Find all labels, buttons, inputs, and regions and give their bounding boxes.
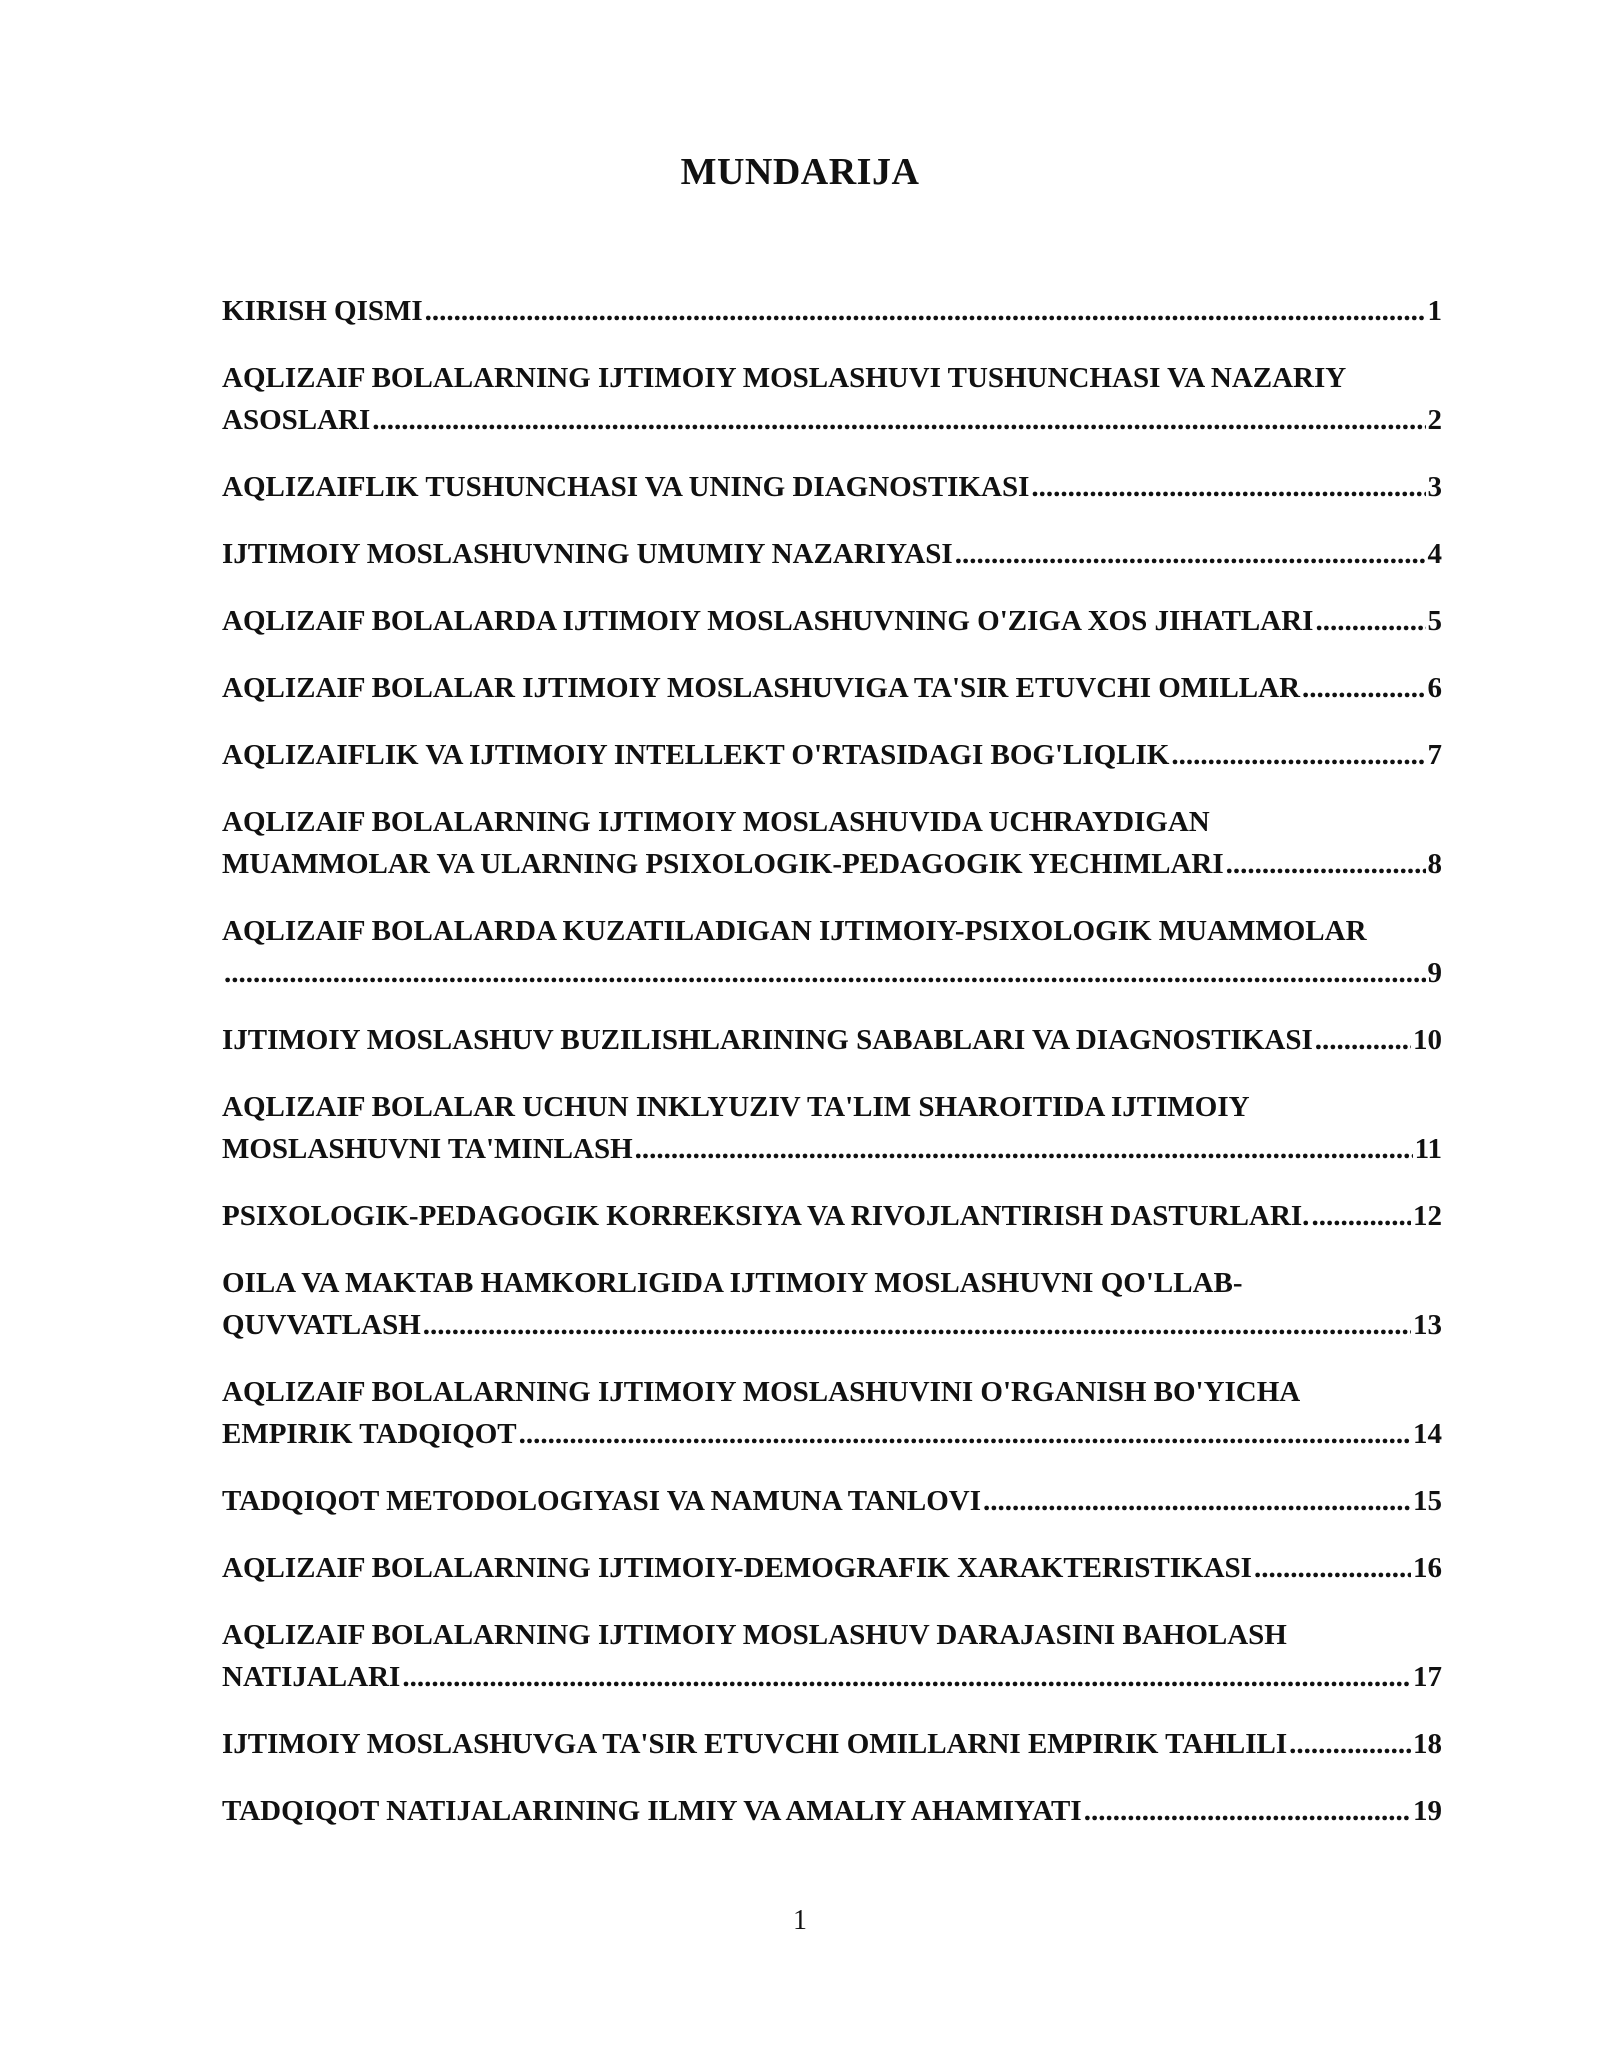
toc-page-number: 4 [1427,538,1442,570]
toc-page-number: 16 [1413,1552,1442,1584]
toc-entry[interactable] [222,734,1442,776]
toc-entry-title: TADQIQOT NATIJALARINING ILMIY VA AMALIY AHAMIYATI [222,1795,1082,1827]
toc-entry-title: QUVVATLASH [222,1309,421,1341]
toc-entry-title: IJTIMOIY MOSLASHUVGA TA'SIR ETUVCHI OMILLARNI EMPIRIK TAHLILI [222,1728,1288,1760]
toc-page-number: 9 [1427,957,1442,989]
dot-leader [955,533,1426,575]
toc-entry-title: AQLIZAIF BOLALARNING IJTIMOIY MOSLASHUVINI O'RGANISH BO'YICHA [222,1376,1301,1408]
toc-entry[interactable] [222,1371,1442,1455]
toc-page-number: 17 [1413,1661,1442,1693]
toc-entry-line [222,952,1442,994]
toc-page-number: 1 [1427,295,1442,327]
toc-entry-title: AQLIZAIFLIK TUSHUNCHASI VA UNING DIAGNOSTIKASI [222,471,1030,503]
dot-leader [372,399,1425,441]
toc-page-number: 6 [1427,672,1442,704]
page-number: 1 [793,1905,807,1936]
dot-leader [519,1413,1411,1455]
toc-entry-line [222,466,1442,508]
toc-entry-title: AQLIZAIF BOLALARNING IJTIMOIY MOSLASHUVI TUSHUNCHASI VA NAZARIY [222,362,1347,394]
toc-page-number: 10 [1413,1024,1442,1056]
toc-page-number: 3 [1427,471,1442,503]
dot-leader [1302,667,1425,709]
toc-entry-title: IJTIMOIY MOSLASHUV BUZILISHLARINING SABABLARI VA DIAGNOSTIKASI [222,1024,1313,1056]
toc-page-number: 5 [1427,605,1442,637]
toc-entry-line [222,357,1442,399]
toc-entry-title: AQLIZAIF BOLALAR IJTIMOIY MOSLASHUVIGA TA'SIR ETUVCHI OMILLAR [222,672,1301,704]
dot-leader [1171,734,1425,776]
toc-page-number: 14 [1413,1418,1442,1450]
toc-entry-line [222,1413,1442,1455]
toc-entry[interactable] [222,910,1442,994]
dot-leader [1315,1019,1411,1061]
dot-leader [1311,1195,1411,1237]
dot-leader [983,1480,1411,1522]
dot-leader [1031,466,1425,508]
toc-entry-title: MOSLASHUVNI TA'MINLASH [222,1133,633,1165]
toc-page-number: 15 [1413,1485,1442,1517]
toc-entry-line [222,734,1442,776]
toc-entry-line [222,1195,1442,1237]
toc-entry-title: PSIXOLOGIK-PEDAGOGIK KORREKSIYA VA RIVOJLANTIRISH DASTURLARI. [222,1200,1310,1232]
toc-entry-title: OILA VA MAKTAB HAMKORLIGIDA IJTIMOIY MOSLASHUVNI QO'LLAB- [222,1267,1243,1299]
toc-entry[interactable] [222,533,1442,575]
toc-entry-title: AQLIZAIF BOLALARNING IJTIMOIY MOSLASHUVIDA UCHRAYDIGAN [222,806,1210,838]
toc-entry-line [222,1614,1442,1656]
toc-entry-line [222,1128,1442,1170]
toc-entry-line [222,290,1442,332]
toc-entry-line [222,1480,1442,1522]
toc-entry[interactable] [222,290,1442,332]
toc-page-number: 11 [1414,1133,1442,1165]
dot-leader [1254,1547,1411,1589]
toc-entry-line [222,1304,1442,1346]
dot-leader [402,1656,1411,1698]
toc-entry-line [222,600,1442,642]
toc-entry-line [222,1019,1442,1061]
toc-page-number: 13 [1413,1309,1442,1341]
toc-entry-title: AQLIZAIF BOLALAR UCHUN INKLYUZIV TA'LIM SHAROITIDA IJTIMOIY [222,1091,1250,1123]
dot-leader [1315,600,1425,642]
toc-entry-title: ASOSLARI [222,404,371,436]
toc-entry-title: NATIJALARI [222,1661,401,1693]
toc-entry[interactable] [222,1195,1442,1237]
toc-page-number: 8 [1427,848,1442,880]
toc-entry-line [222,533,1442,575]
toc-entry-title: MUAMMOLAR VA ULARNING PSIXOLOGIK-PEDAGOGIK YECHIMLARI [222,848,1224,880]
toc-entry-line [222,399,1442,441]
toc-page-number: 2 [1427,404,1442,436]
toc-entry-title: EMPIRIK TADQIQOT [222,1418,517,1450]
toc-entry-line [222,1086,1442,1128]
toc-entry-line [222,1790,1442,1832]
toc-entry-line [222,1262,1442,1304]
toc-entry-line [222,667,1442,709]
toc-entry[interactable] [222,1262,1442,1346]
toc-entry-title: AQLIZAIF BOLALARNING IJTIMOIY MOSLASHUV DARAJASINI BAHOLASH [222,1619,1287,1651]
toc-entry-title: AQLIZAIF BOLALARDA KUZATILADIGAN IJTIMOIY-PSIXOLOGIK MUAMMOLAR [222,915,1367,947]
toc-entry-line [222,1547,1442,1589]
toc-entry[interactable] [222,357,1442,441]
toc-page-number: 19 [1413,1795,1442,1827]
page-title: MUNDARIJA [680,151,920,193]
dot-leader [1289,1723,1411,1765]
toc-entry-line [222,910,1442,952]
toc-entry[interactable] [222,1723,1442,1765]
toc-entry[interactable] [222,466,1442,508]
table-of-contents [222,290,1442,1857]
dot-leader [423,1304,1411,1346]
toc-entry-line [222,1656,1442,1698]
toc-entry-title: TADQIQOT METODOLOGIYASI VA NAMUNA TANLOVI [222,1485,982,1517]
toc-entry-title: KIRISH QISMI [222,295,423,327]
toc-entry[interactable] [222,1480,1442,1522]
toc-entry-line [222,801,1442,843]
toc-entry-title: IJTIMOIY MOSLASHUVNING UMUMIY NAZARIYASI [222,538,953,570]
toc-entry-title: AQLIZAIFLIK VA IJTIMOIY INTELLEKT O'RTASIDAGI BOG'LIQLIK [222,739,1170,771]
toc-entry[interactable] [222,1547,1442,1589]
toc-entry-title: AQLIZAIF BOLALARNING IJTIMOIY-DEMOGRAFIK XARAKTERISTIKASI [222,1552,1252,1584]
toc-entry[interactable] [222,1019,1442,1061]
toc-page-number: 18 [1413,1728,1442,1760]
toc-entry[interactable] [222,801,1442,885]
toc-page-number: 12 [1413,1200,1442,1232]
dot-leader [224,952,1426,994]
toc-entry-line [222,843,1442,885]
dot-leader [635,1128,1413,1170]
dot-leader [1226,843,1426,885]
dot-leader [1084,1790,1411,1832]
toc-entry-title: AQLIZAIF BOLALARDA IJTIMOIY MOSLASHUVNING O'ZIGA XOS JIHATLARI [222,605,1314,637]
toc-entry[interactable] [222,1614,1442,1698]
toc-entry[interactable] [222,1790,1442,1832]
toc-entry[interactable] [222,667,1442,709]
toc-entry-line [222,1723,1442,1765]
toc-entry[interactable] [222,1086,1442,1170]
toc-entry[interactable] [222,600,1442,642]
toc-page-number: 7 [1427,739,1442,771]
toc-entry-line [222,1371,1442,1413]
dot-leader [425,290,1426,332]
